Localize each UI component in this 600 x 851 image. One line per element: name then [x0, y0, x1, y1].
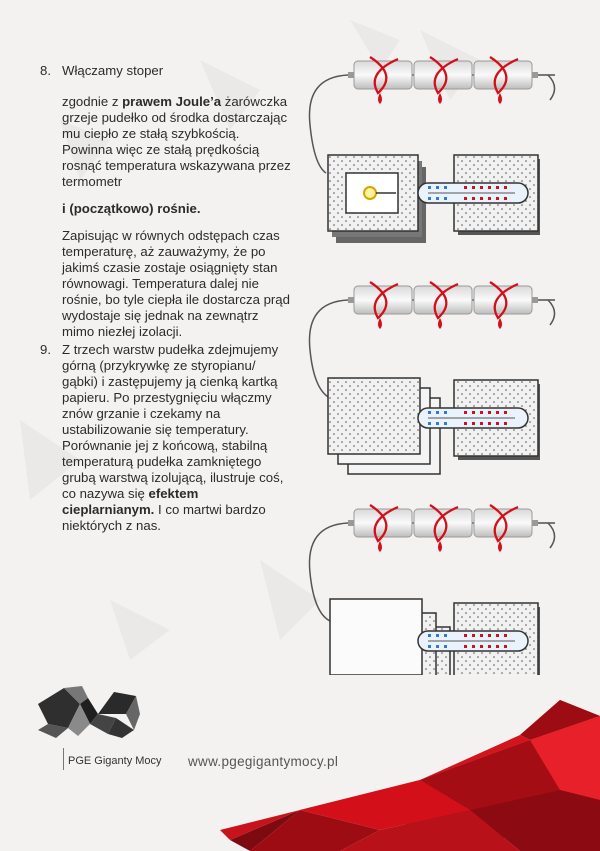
item-9-body: Z trzech warstw pudełka zdejmujemy górną (przykrywkę ze styropianu/ gąbki) i zastępujemy ją cienką kartką papieru. Po przestygnięciu włączmy znów grzanie i czekamy na ustabilizowanie się temperatury. Porównanie jej z końcową, stabilną temperaturą pudełka zamkniętego grubą warstwą izolującą, ilustruje coś, co nazywa się	[62, 342, 284, 501]
item-9-text	[62, 342, 292, 534]
item-9	[40, 342, 292, 534]
text-column	[40, 63, 292, 534]
setup-open-box	[309, 57, 555, 243]
joule-law-term: prawem Joule’a	[122, 94, 222, 109]
item-8-title: Włączamy stoper	[62, 63, 164, 78]
paragraph-equilibrium: Zapisując w równych odstępach czas temperaturę, aż zauważymy, że po jakimś czasie zostaje osiągnięty stan równowagi. Temperatura dalej nie rośnie, bo tyle ciepła ile dostarcza prąd wydostaje się jednak na zewnątrz mimo niezłej izolacji.	[62, 228, 290, 339]
paragraph-joule-start: zgodnie z	[62, 94, 123, 109]
experiment-illustration	[300, 55, 560, 675]
setup-thin-paper	[309, 505, 555, 675]
item-8-number: 8.	[40, 63, 51, 78]
paragraph-joule-rest: żarówczka grzeje pudełko od środka dostarczając mu ciepło ze stałą szybkością. Powinna więc ze stałą prędkością rosnąć temperatura wskazywana przez termometr	[62, 94, 291, 189]
setup-paper-cover	[309, 282, 555, 474]
paragraph-joule	[62, 94, 292, 190]
temperature-rises-line: i (początkowo) rośnie.	[62, 201, 201, 216]
red-polygon-decoration	[0, 680, 600, 851]
greenhouse-effect-term: efektem cieplarnianym.	[62, 486, 199, 517]
item-8-heading	[40, 63, 292, 79]
website-link[interactable]: www.pgegigantymocy.pl	[188, 754, 339, 769]
item-9-ending: I co martwi bardzo niektórych z nas.	[62, 502, 266, 533]
item-9-number: 9.	[40, 342, 51, 357]
brand-name: PGE Giganty Mocy	[68, 755, 162, 767]
